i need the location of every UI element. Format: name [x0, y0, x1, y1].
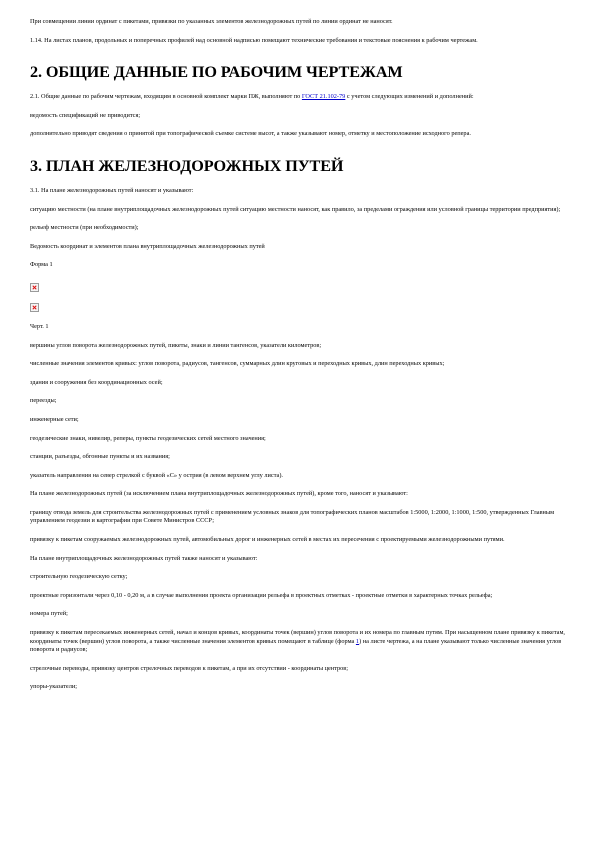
para-stations: станции, разъезды, обгонные пункты и их названия; [30, 453, 170, 461]
para-north-arrow: указатель направления на север стрелкой с буквой «С» у острия (в левом верхнем углу листа). [30, 471, 283, 479]
para-pickets-binding: привязку к пикетам сооружаемых железнодорожных путей, автомобильных дорог и инженерных сетей в местах их пересечения с проектируемыми железнодорожными путями. [30, 536, 505, 544]
para-terrain-situation: ситуацию местности (на плане внутриплощадочных железнодорожных путей ситуацию местности наносят, как правило, за пределами ограждения или условной границы территории предприятия); [30, 205, 561, 213]
para-ordinate-note: При совмещении линии ординат с пикетами, привязки по указанных элементов железнодорожных путей по линии ординат не наносят. [30, 18, 393, 25]
para-3-1: 3.1. На плане железнодорожных путей наносят и указывают: [30, 186, 194, 194]
para-form-1: Форма 1 [30, 261, 53, 269]
para-1-14: 1.14. На листах планов, продольных и поперечных профилей над основной надписью помещают технические требования и текстовые пояснения к рабочим чертежам. [30, 36, 478, 44]
para-vertices: вершины углов поворота железнодорожных путей, пикеты, знаки и линии тангенсов, указатели километров; [30, 341, 322, 349]
para-coordinates-sheet: Ведомость координат и элементов плана внутриплощадочных железнодорожных путей [30, 242, 265, 250]
section-heading-2: 2. ОБЩИЕ ДАННЫЕ ПО РАБОЧИМ ЧЕРТЕЖАМ [30, 63, 403, 82]
broken-image-icon [30, 283, 39, 292]
para-binding-table [30, 629, 568, 655]
para-stops: упоры-указатели; [30, 683, 77, 691]
para-binding-table-text: привязку к пикетам пересекаемых инженерных сетей, начал и концов кривых, координаты точек (вершин) углов поворота и их номера по главным путям. При насыщенном плане привязку к пикетам, координаты точек (вершин) углов поворота, а также численные значения элементов кривых помещают в таблице (форма [30, 629, 565, 645]
gost-link[interactable]: ГОСТ 21.102-79 [301, 93, 346, 101]
para-relief: рельеф местности (при необходимости); [30, 224, 139, 232]
para-switches: стрелочные переводы, привязку центров стрелочных переводов к пикетам, а при их отсутствии - координаты центров; [30, 664, 349, 672]
form-1-link[interactable]: 1 [355, 637, 360, 645]
para-height-system: дополнительно приводят сведения о принятой при топографической съемке системе высот, а также указывают номер, отметку и местоположение исходного репера. [30, 130, 471, 138]
para-internal-plan: На плане внутриплощадочных железнодорожных путей также наносят и указывают: [30, 554, 258, 562]
para-2-1-text: 2.1. Общие данные по рабочим чертежам, входящим в основной комплект марки ПЖ, выполняют по [30, 93, 301, 101]
broken-image-icon [30, 303, 39, 312]
para-crossings: переезды; [30, 397, 57, 405]
para-contours: проектные горизонтали через 0,10 - 0,20 м, а в случае выполнения проекта организации рельефа в проектных отметках - проектные отметки в характерных точках рельефа; [30, 591, 493, 599]
para-2-1 [30, 93, 568, 102]
para-plan-additional: На плане железнодорожных путей (за исключением плана внутриплощадочных железнодорожных путей), кроме того, наносят и указывают: [30, 490, 408, 498]
para-buildings: здания и сооружения без координационных осей; [30, 378, 163, 386]
document-page [30, 18, 568, 692]
section-heading-3: 3. ПЛАН ЖЕЛЕЗНОДОРОЖНЫХ ПУТЕЙ [30, 156, 344, 175]
para-geodetic-marks: геодезические знаки, нивелир, реперы, пункты геодезических сетей местного значения; [30, 434, 266, 442]
para-track-numbers: номера путей; [30, 610, 68, 618]
para-curve-elements: численные значения элементов кривых: углов поворота, радиусов, тангенсов, суммарных длин круговых и переходных кривых, длин переходных кривых; [30, 360, 445, 368]
para-2-1-after: с учетом следующих изменений и дополнений: [345, 93, 474, 101]
para-utility-networks: инженерные сети; [30, 415, 79, 423]
para-land-boundary: границу отвода земель для строительства железнодорожных путей с применением условных знаков для топографических планов масштабов 1:5000, 1:2000, 1:1000, 1:500, утвержденных Главным управлением геодезии и картографии при Совете Министров СССР; [30, 508, 555, 525]
para-drawing-1: Черт. 1 [30, 322, 49, 330]
para-geodetic-grid: строительную геодезическую сетку; [30, 573, 128, 581]
para-binding-table-after: ) на листе чертежа, а на плане указывают только численные значения углов поворота и радиусов; [30, 637, 562, 654]
para-spec-sheet: ведомость спецификаций не приводится; [30, 111, 141, 119]
